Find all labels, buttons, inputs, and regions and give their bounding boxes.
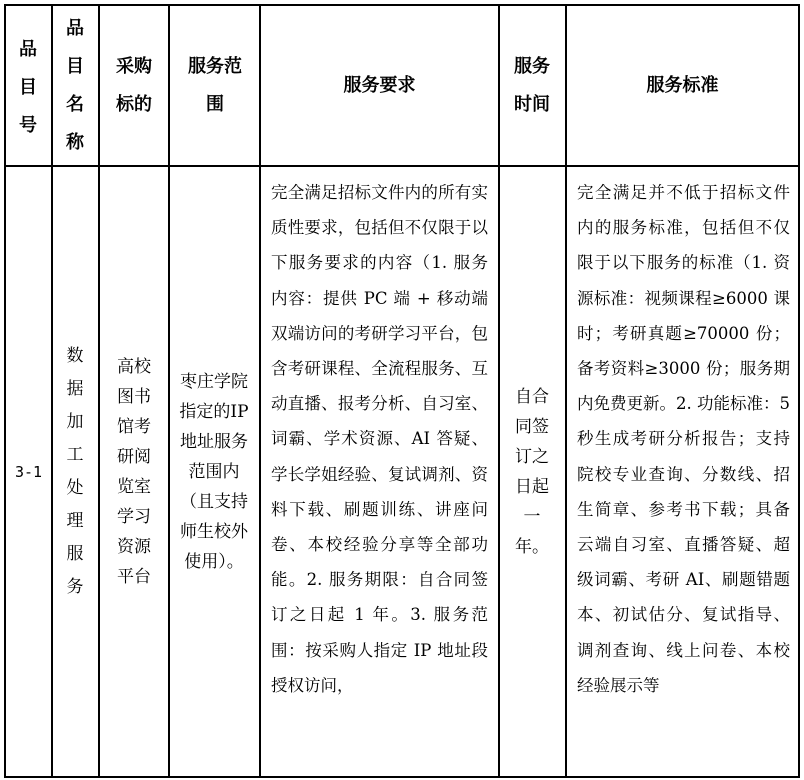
cell-procurement-target: 高校图书馆考研阅览室学习资源平台: [117, 356, 151, 587]
header-service-standard: 服务标准: [646, 74, 719, 96]
header-service-time: 服务时间: [514, 55, 550, 115]
col-divider-3: [168, 4, 170, 778]
col-divider-5: [498, 4, 500, 778]
col-divider-1: [51, 4, 53, 778]
border-bottom: [4, 776, 800, 778]
header-service-scope: 服务范围: [188, 55, 242, 115]
col-divider-7: [798, 4, 800, 778]
cell-service-requirements: 完全满足招标文件内的所有实质性要求，包括但不仅限于以下服务要求的内容（1. 服务内容：提供 PC 端 + 移动端双端访问的考研学习平台，包含考研课程、全流程服务、互动直播、报考分析、自习室、词霸、学术资源、AI 答疑、学长学姐经验、复试调剂、资料下载、刷题训练、讲座问卷、本校经验分享等全部功能。2. 服务期限：自合同签订之日起 1 年。3. 服务范围：按采购人指定 IP 地址段授权访问，: [271, 183, 488, 695]
header-service-requirements: 服务要求: [343, 74, 416, 96]
header-item-name: 品目名称: [66, 17, 84, 153]
cell-item-no: 3-1: [14, 462, 43, 481]
cell-service-standard: 完全满足并不低于招标文件内的服务标准，包括但不仅限于以下服务的标准（1. 资源标准：视频课程≥6000 课时；考研真题≥70000 份；备考资料≥3000 份；服务期内免费更新。2. 功能标准：5 秒生成考研分析报告；支持院校专业查询、分数线、招生简章、参考书下载；具备云端自习室、直播答疑、超级词霸、考研 AI、刷题错题本、初试估分、复试指导、调剂查询、线上问卷、本校经验展示等: [577, 183, 790, 695]
col-divider-2: [98, 4, 100, 778]
cell-service-scope: 枣庄学院指定的IP地址服务范围内（且支持师生校外使用）。: [179, 371, 249, 572]
cell-item-name: 数据加工处理服务: [66, 345, 84, 597]
header-procurement-target: 采购标的: [116, 55, 152, 115]
cell-service-time: 自合同签订之日起一年。: [515, 386, 549, 557]
header-item-no: 品目号: [19, 38, 37, 136]
procurement-table: [4, 4, 800, 780]
